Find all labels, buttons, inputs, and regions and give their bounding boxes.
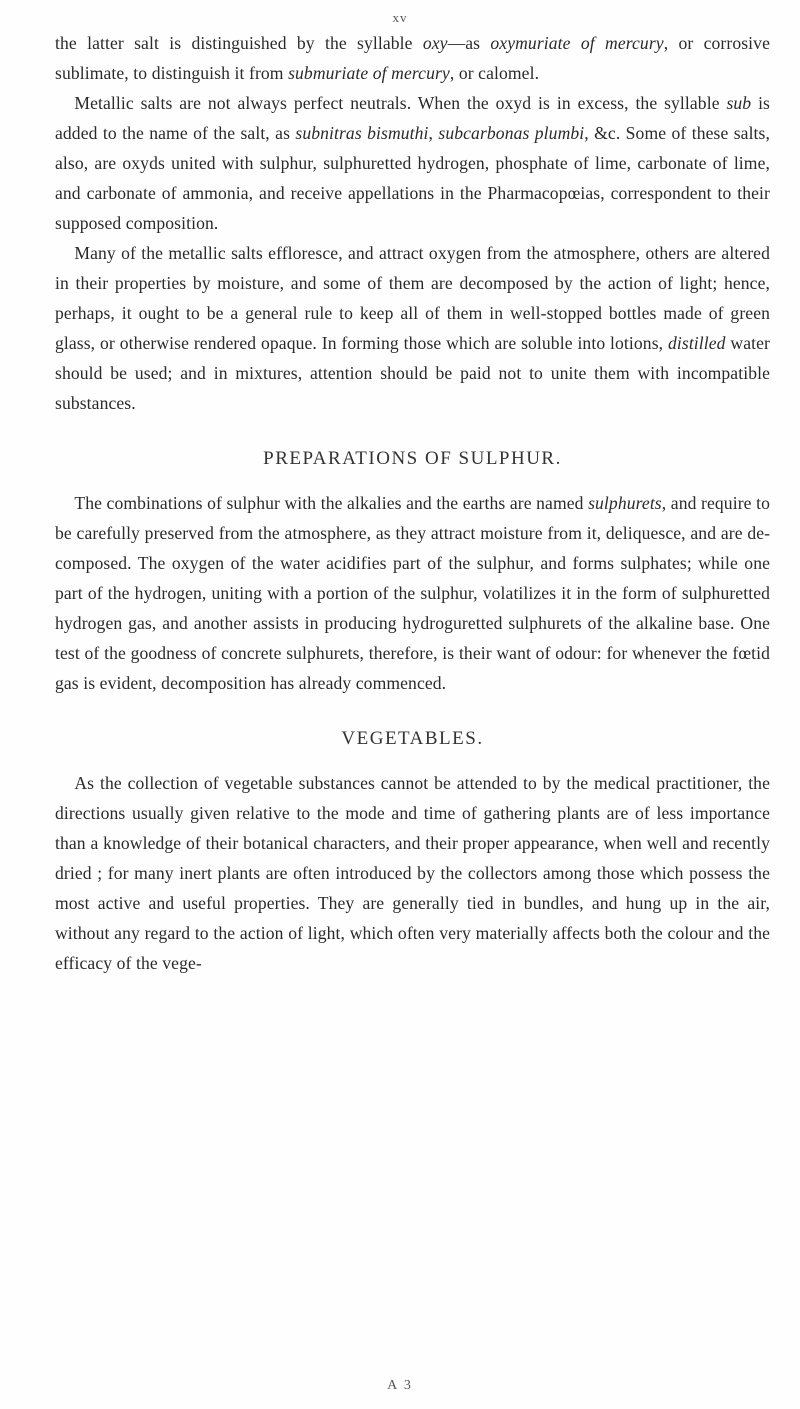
italic-term: oxymuriate of mercury [490, 33, 664, 53]
text-run: , or corrosive sublimate, to distinguish it from [55, 33, 770, 83]
text-run: , [428, 123, 439, 143]
text-run: , and require to be carefully preserved from the atmosphere, as they attract moisture from it, deliquesce, and are decomposed. The oxygen of the water acidifies part of the sulphur, and forms sulphates; while one part of the hydrogen, uniting with a portion of the sulphur, volatilizes it in the form of sulphuretted hydrogen gas, and another assists in producing hydroguretted sulphurets of the alkaline base. One test of the goodness of concrete sulphurets, therefore, is their want of odour: for whenever the fœtid gas is evident, decomposition has already commenced. [55, 493, 770, 693]
italic-term: oxy [422, 33, 448, 53]
text-run: The combinations of sulphur with the alkalies and the earths are named [74, 493, 589, 513]
paragraph-sulphurets [55, 488, 770, 698]
text-run: the latter salt is distinguished by the syllable [55, 33, 423, 53]
text-run: As the collection of vegetable substances cannot be attended to by the medical practitioner, the directions usually given relative to the mode and time of gathering plants are of less importance than a knowledge of their botanical characters, and their proper appearance, when well and recently dried ; for many inert plants are often introduced by the collectors among those which possess the most active and useful properties. They are generally tied in bundles, and hung up in the air, without any regard to the action of light, which often very materially affects both the colour and the efficacy of the vege- [55, 773, 770, 973]
page-number: xv [392, 10, 408, 25]
italic-term: sub [726, 93, 752, 113]
italic-term: distilled [667, 333, 726, 353]
paragraph-metallic-salts [55, 88, 770, 238]
text-run: water should be used; and in mixtures, attention should be paid not to unite them with incompatible substances. [55, 333, 770, 413]
text-run: —as [447, 33, 491, 53]
paragraph-effloresce [55, 238, 770, 418]
page-body [55, 28, 770, 978]
signature-mark: A 3 [387, 1378, 413, 1393]
italic-term: subnitras bismuthi [295, 123, 429, 143]
text-run: Metallic salts are not always perfect neutrals. When the oxyd is in excess, the syllable [74, 93, 727, 113]
italic-term: sulphurets [588, 493, 662, 513]
text-run: , or calomel. [449, 63, 540, 83]
section-heading-vegetables: VEGETABLES. [341, 728, 484, 749]
text-run: , &c. Some of these salts, also, are oxyds united with sulphur, sulphuretted hydrogen, phosphate of lime, carbonate of lime, and carbonate of ammonia, and receive appellations in the Pharmacopœias, correspondent to their supposed composition. [55, 123, 770, 233]
text-run: Many of the metallic salts effloresce, and attract oxygen from the atmosphere, others are altered in their properties by moisture, and some of them are decomposed by the action of light; hence, perhaps, it ought to be a general rule to keep all of them in well-stopped bottles made of green glass, or otherwise rendered opaque. In forming those which are soluble into lotions, [55, 243, 770, 353]
paragraph-continued [55, 28, 770, 88]
italic-term: submuriate of mercury [288, 63, 450, 83]
paragraph-vegetables [55, 768, 770, 978]
text-run: is added to the name of the salt, as [55, 93, 771, 143]
section-heading-sulphur: PREPARATIONS OF SULPHUR. [263, 448, 562, 469]
italic-term: subcarbonas plumbi [438, 123, 585, 143]
